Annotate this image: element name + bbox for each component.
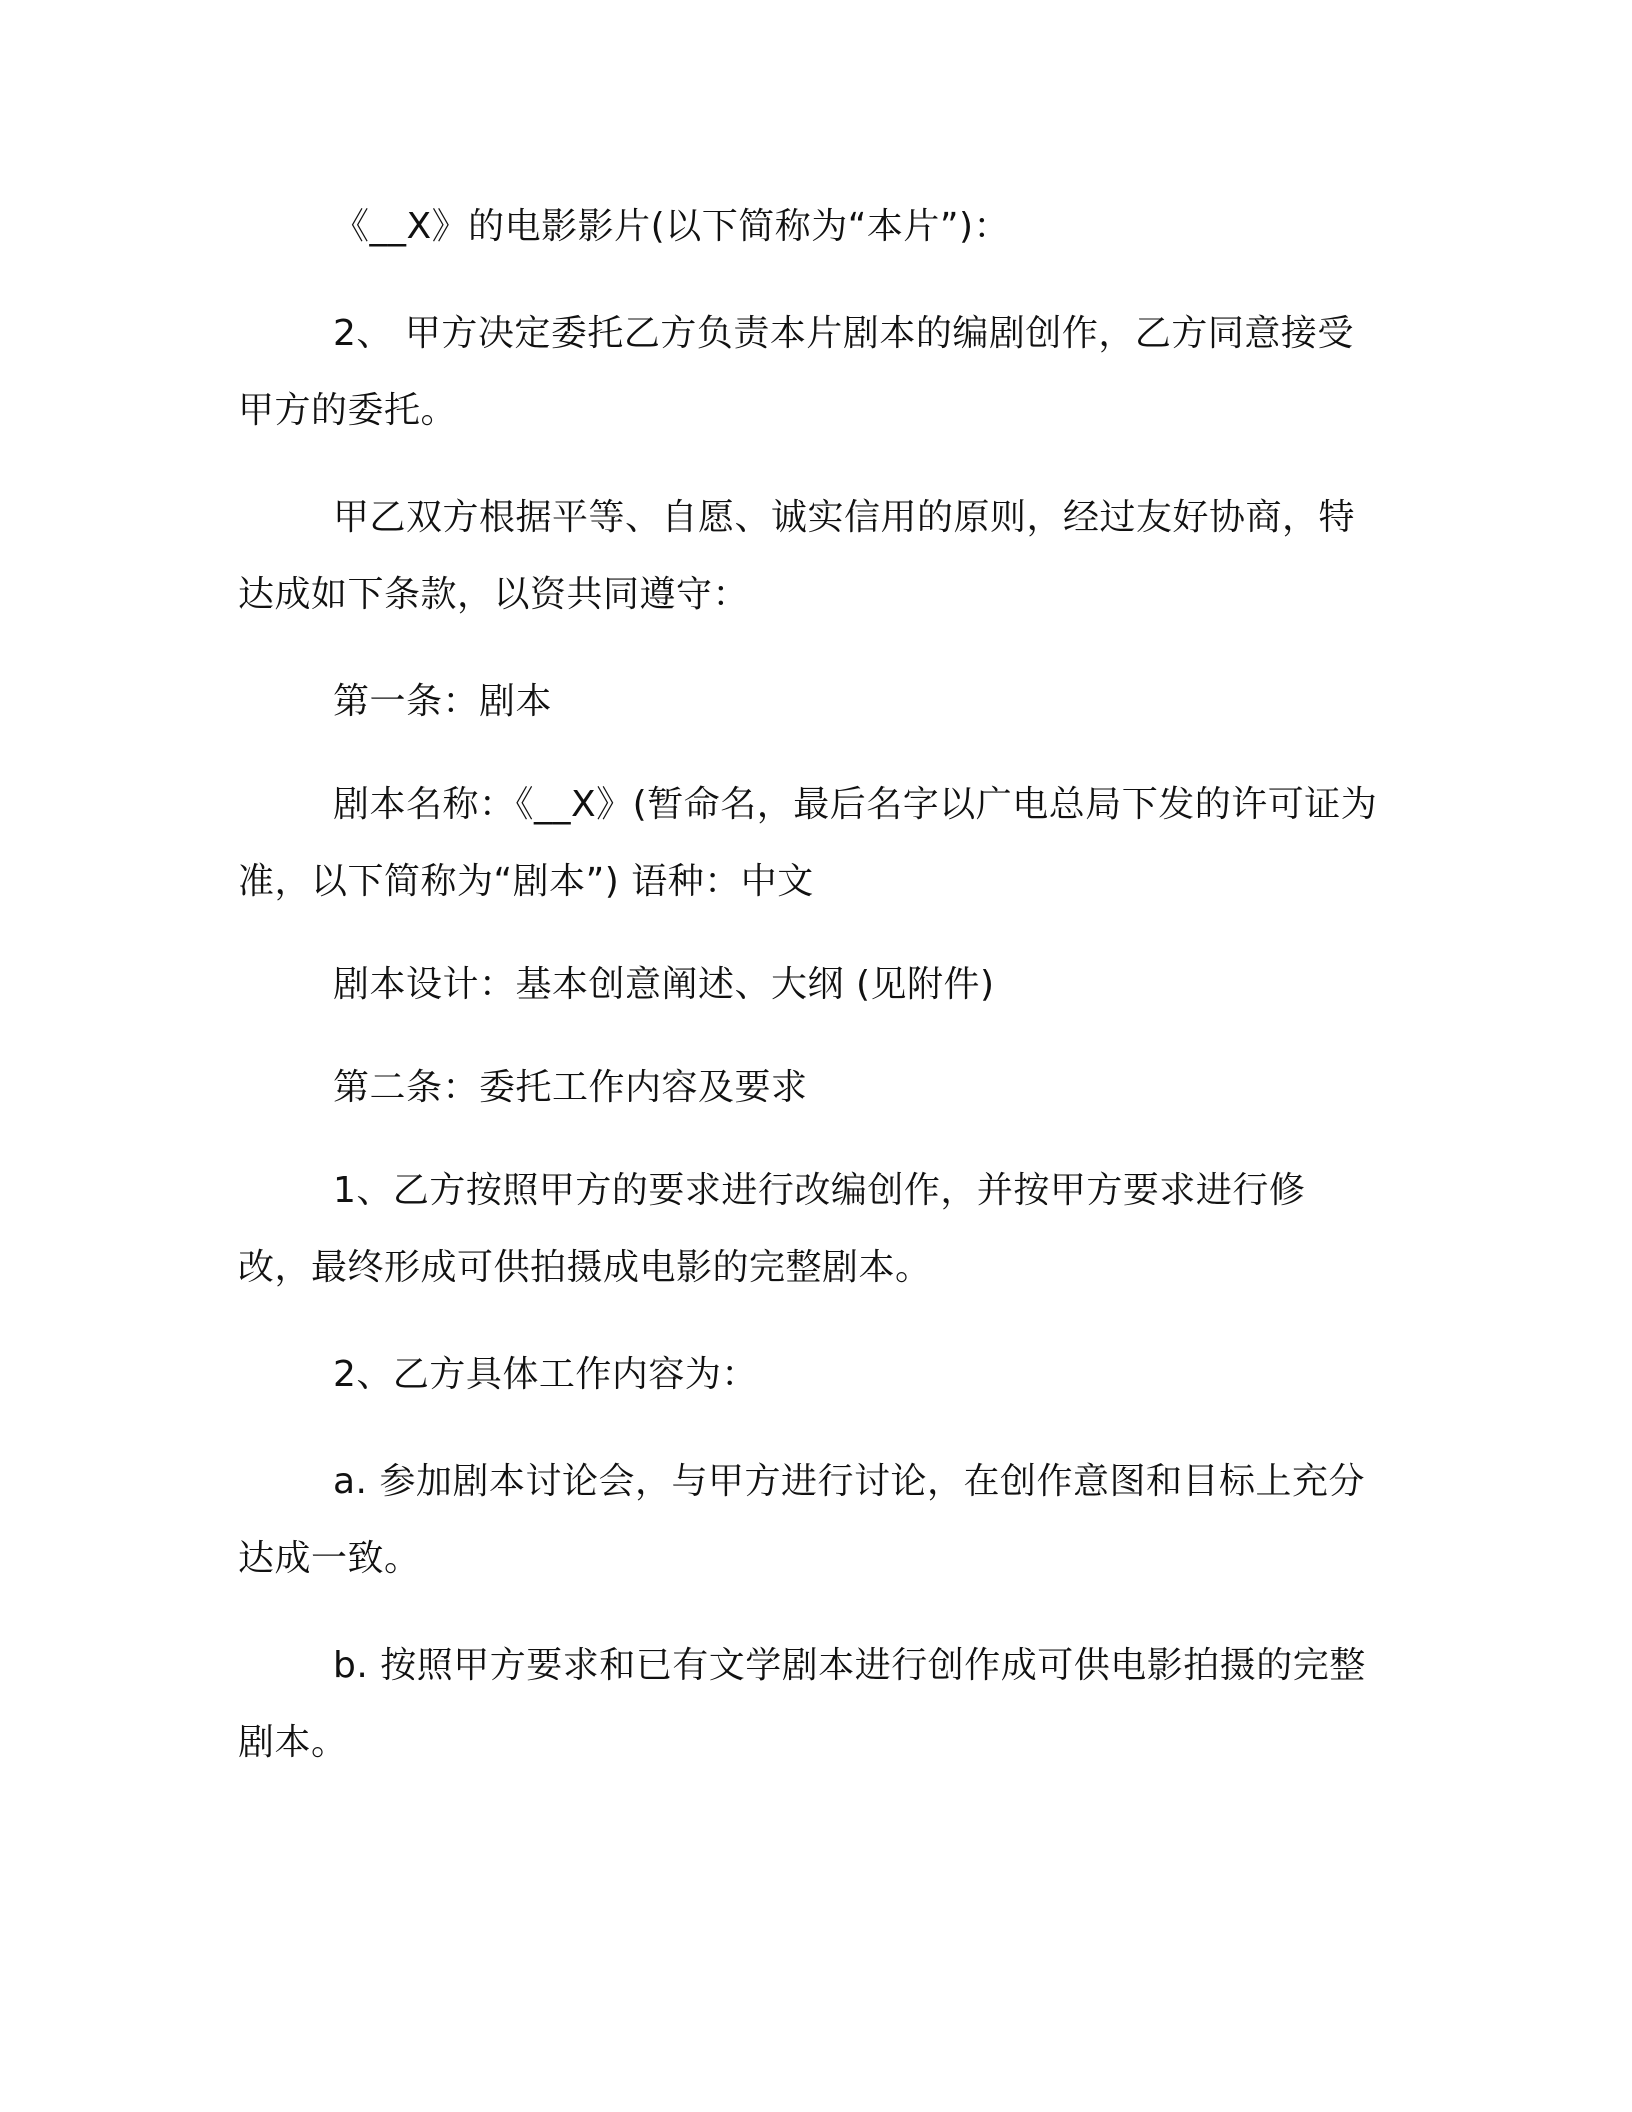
paragraph-requirement-1: 1、乙方按照甲方的要求进行改编创作，并按甲方要求进行修改，最终形成可供拍摄成电影的完整剧本。 <box>238 1170 1306 1288</box>
heading-article-1: 第一条：剧本 <box>333 681 553 722</box>
paragraph-item-b: b. 按照甲方要求和已有文学剧本进行创作成可供电影拍摄的完整剧本。 <box>238 1645 1366 1763</box>
paragraph-item-a: a. 参加剧本讨论会，与甲方进行讨论，在创作意图和目标上充分达成一致。 <box>238 1461 1365 1579</box>
paragraph-commission: 2、 甲方决定委托乙方负责本片剧本的编剧创作，乙方同意接受甲方的委托。 <box>238 313 1354 431</box>
paragraph-film-title: 《__X》的电影影片(以下简称为“本片”)： <box>333 206 1011 247</box>
document-body <box>238 188 1378 1781</box>
paragraph-script-design: 剧本设计：基本创意阐述、大纲 (见附件) <box>333 964 995 1005</box>
paragraph-principles: 甲乙双方根据平等、自愿、诚实信用的原则，经过友好协商，特达成如下条款，以资共同遵守： <box>238 497 1356 615</box>
heading-article-2: 第二条：委托工作内容及要求 <box>333 1067 808 1108</box>
paragraph-script-name: 剧本名称：《__X》(暂命名，最后名字以广电总局下发的许可证为准，以下简称为“剧本”) 语种：中文 <box>238 784 1378 902</box>
paragraph-requirement-2: 2、乙方具体工作内容为： <box>333 1354 758 1395</box>
